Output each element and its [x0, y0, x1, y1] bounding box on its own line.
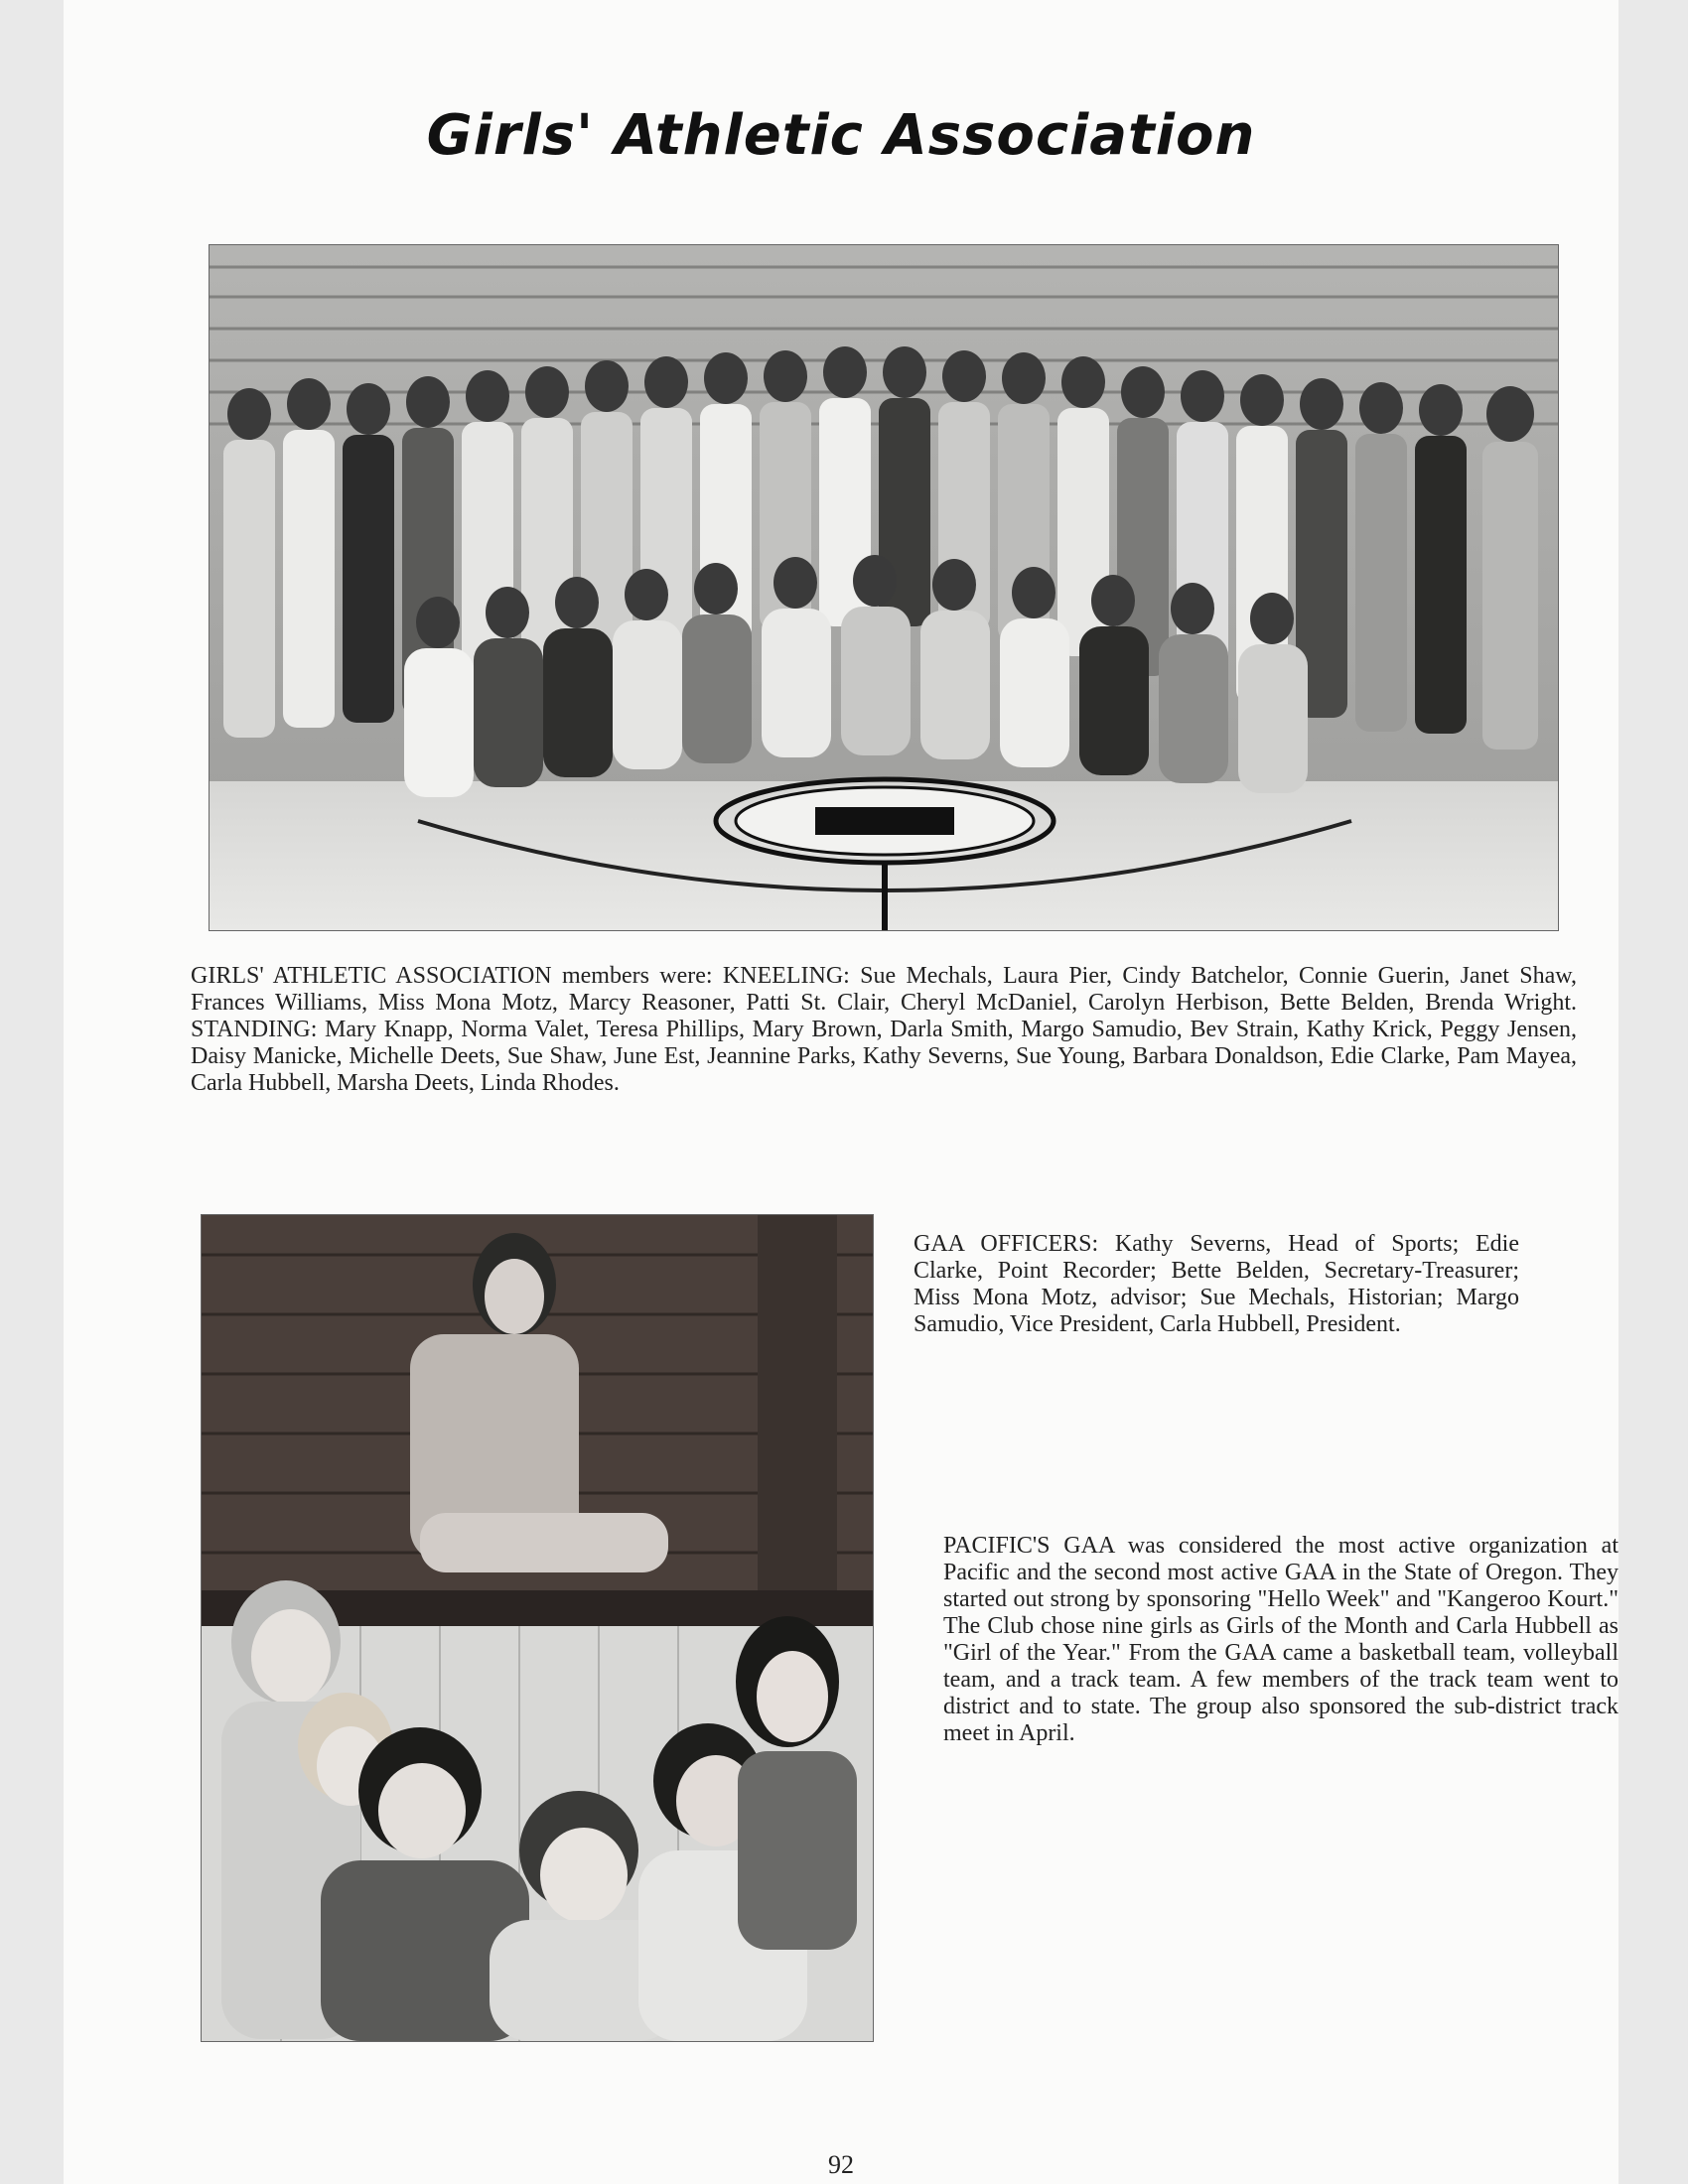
yearbook-page	[64, 0, 1618, 2184]
officers-photo	[201, 1214, 874, 2042]
group-photo-image	[210, 245, 1558, 930]
officers-caption: GAA OFFICERS: Kathy Severns, Head of Sports; Edie Clarke, Point Recorder; Bette Belden, Secretary-Treasurer; Miss Mona Motz, advisor; Sue Mechals, Historian; Margo Samudio, Vice President, Carla Hubbell, President.	[914, 1231, 1519, 1337]
gaa-description: PACIFIC'S GAA was considered the most active organization at Pacific and the second most active GAA in the State of Oregon. They started out strong by sponsoring "Hello Week" and "Kangeroo Kourt." The Club chose nine girls as Girls of the Month and Carla Hubbell as "Girl of the Year." From the GAA came a basketball team, volleyball team, and a track team. A few members of the track team went to district and to state. The group also sponsored the sub-district track meet in April.	[943, 1533, 1618, 1746]
page-title: Girls' Athletic Association	[426, 103, 1256, 168]
group-photo-caption: GIRLS' ATHLETIC ASSOCIATION members were: KNEELING: Sue Mechals, Laura Pier, Cindy Batchelor, Connie Guerin, Janet Shaw, Frances Williams, Miss Mona Motz, Marcy Reasoner, Patti St. Clair, Cheryl McDaniel, Carolyn Herbison, Bette Belden, Brenda Wright. STANDING: Mary Knapp, Norma Valet, Teresa Phillips, Mary Brown, Darla Smith, Margo Samudio, Bev Strain, Kathy Krick, Peggy Jensen, Daisy Manicke, Michelle Deets, Sue Shaw, June Est, Jeannine Parks, Kathy Severns, Sue Young, Barbara Donaldson, Edie Clarke, Pam Mayea, Carla Hubbell, Marsha Deets, Linda Rhodes.	[191, 963, 1577, 1096]
group-photo	[209, 244, 1559, 931]
officers-photo-image	[202, 1215, 873, 2041]
page-number: 92	[828, 2150, 854, 2179]
